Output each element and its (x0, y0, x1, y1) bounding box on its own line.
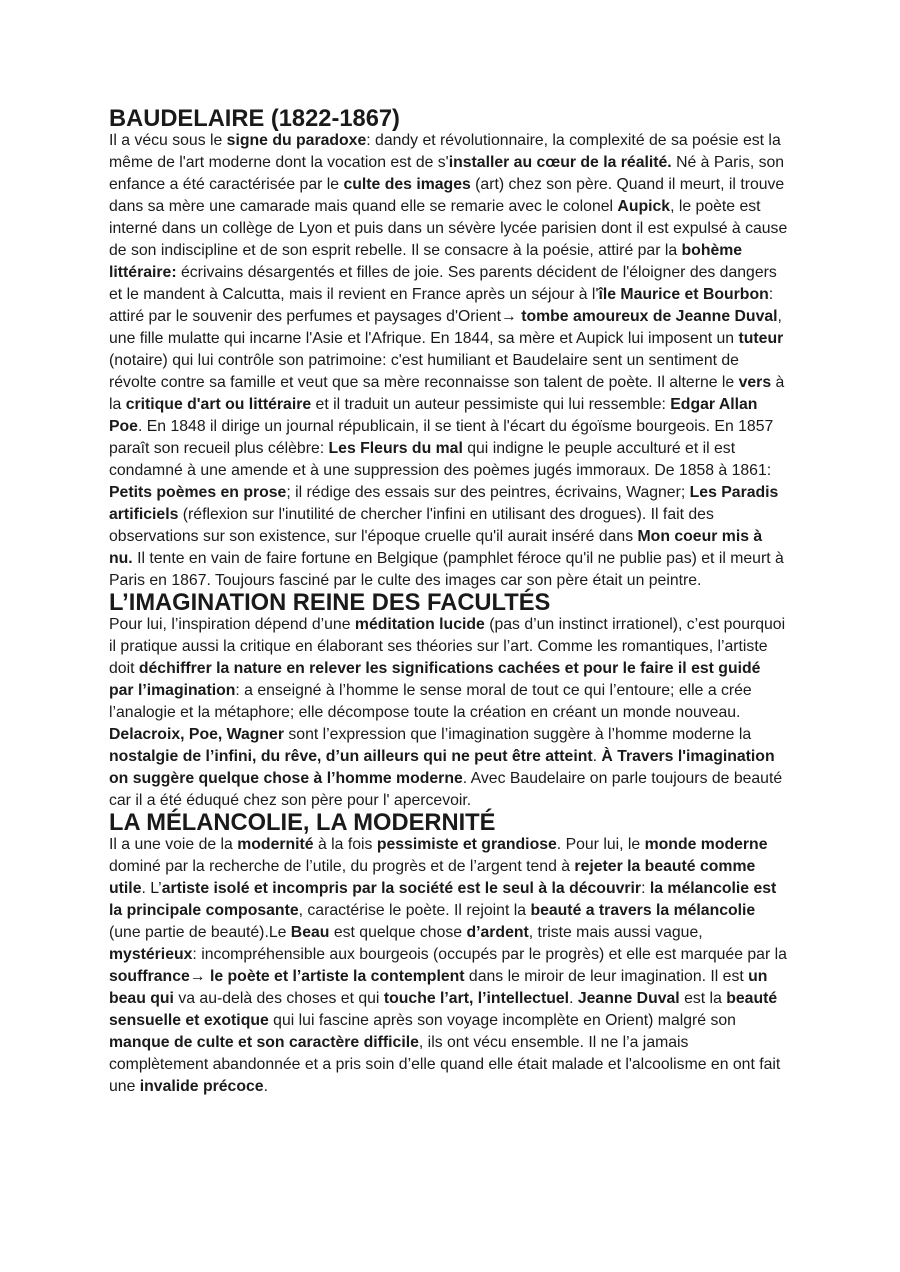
text-run: . (263, 1078, 268, 1095)
text-run: , caractérise le poète. Il rejoint la (298, 902, 531, 919)
text-run: Pour lui, l’inspiration dépend d’une (109, 616, 355, 633)
text-run: (pas d’un instinct irrationel), c’est pourquoi il pratique aussi la critique en élaborant ses théories sur l’art. Comme les romantiques, l’artiste doit (109, 616, 786, 677)
text-run: . L’ (141, 880, 162, 897)
text-run: est la (679, 990, 727, 1007)
bold-text-run: culte des images (343, 176, 471, 193)
bold-text-run: installer au cœur de la réalité. (448, 154, 672, 171)
bold-text-run: Les Fleurs du mal (328, 440, 463, 457)
section-body-baudelaire (109, 130, 788, 592)
bold-text-run: Mon coeur mis à nu. (109, 528, 763, 567)
bold-text-run: artiste isolé et incompris par la société est le seul à la découvrir (161, 880, 642, 897)
bold-text-run: modernité (237, 836, 314, 853)
bold-text-run: tuteur (738, 330, 784, 347)
bold-text-run: rejeter la beauté comme utile (109, 858, 756, 897)
text-run: , le poète est interné dans un collège de Lyon et puis dans un sévère lycée parisien dont il est expulsé à cause de son indiscipline et de son esprit rebelle. Il se consacre à la poésie, attiré par la (109, 198, 788, 259)
bold-text-run: Petits poèmes en prose (109, 484, 287, 501)
bold-text-run: la mélancolie est la principale composante (109, 880, 777, 919)
text-run: Il a une voie de la (109, 836, 238, 853)
text-run: dominé par la recherche de l’utile, du progrès et de l’argent tend à (109, 858, 575, 875)
text-run: à la (109, 374, 785, 413)
bold-text-run: mystérieux (109, 946, 193, 963)
text-run: (notaire) qui lui contrôle son patrimoine: c'est humiliant et Baudelaire sent un sentiment de révolte contre sa famille et veut que sa mère reconnaisse son talent de poète. Il alterne le (109, 352, 739, 391)
text-run: sont l’expression que l’imagination suggère à l’homme moderne la (284, 726, 752, 743)
bold-text-run: souffrance (109, 968, 190, 985)
section-heading-melancolie: LA MÉLANCOLIE, LA MODERNITÉ (109, 810, 496, 836)
text-run: : dandy et révolutionnaire, la complexité de sa poésie est la même de l'art moderne dont la vocation est de s' (109, 132, 781, 171)
bold-text-run: Les Paradis artificiels (109, 484, 779, 523)
bold-text-run: monde moderne (644, 836, 768, 853)
text-run: : attiré par le souvenir des perfumes et paysages d'Orient→ (109, 286, 774, 325)
text-run: , une fille mulatte qui incarne l'Asie et l'Afrique. En 1844, sa mère et Aupick lui imposent un (109, 308, 782, 347)
text-run: . (569, 990, 578, 1007)
text-run: . (592, 748, 602, 765)
text-run: à la fois (313, 836, 377, 853)
bold-text-run: un beau qui (109, 968, 768, 1007)
text-run: , triste mais aussi vague, (528, 924, 703, 941)
text-run: : (641, 880, 650, 897)
bold-text-run: À Travers l'imagination on suggère quelque chose à l’homme moderne (109, 748, 775, 787)
section-heading-imagination: L’IMAGINATION REINE DES FACULTÉS (109, 590, 551, 616)
bold-text-run: manque de culte et son caractère difficile (109, 1034, 419, 1051)
text-run: . En 1848 il dirige un journal républicain, il se tient à l'écart du égoïsme bourgeois. En 1857 paraît son recueil plus célèbre: (109, 418, 774, 457)
section-body-melancolie (109, 834, 788, 1098)
bold-text-run: Beau (290, 924, 330, 941)
bold-text-run: d’ardent (466, 924, 529, 941)
bold-text-run: invalide précoce (139, 1078, 264, 1095)
text-run: qui lui fascine après son voyage incomplète en Orient) malgré son (268, 1012, 736, 1029)
bold-text-run: beauté a travers la mélancolie (530, 902, 756, 919)
bold-text-run: signe du paradoxe (226, 132, 367, 149)
bold-text-run: méditation lucide (354, 616, 485, 633)
bold-text-run: Jeanne Duval (577, 990, 680, 1007)
text-run: et il traduit un auteur pessimiste qui lui ressemble: (311, 396, 671, 413)
bold-text-run: vers (738, 374, 772, 391)
text-run: Il tente en vain de faire fortune en Belgique (pamphlet féroce qu'il ne publie pas) et il meurt à Paris en 1867. Toujours fasciné par le culte des images car son père était un peintre. (109, 550, 784, 589)
text-run: , ils ont vécu ensemble. Il ne l’a jamais complètement abandonnée et a pris soin d’elle quand elle était malade et l'alcoolisme en ont fait une (109, 1034, 781, 1095)
text-run: (réflexion sur l'inutilité de chercher l'infini en utilisant des drogues). Il fait des observations sur son existence, sur l'époque cruelle qu'il aurait inséré dans (109, 506, 714, 545)
text-run: va au-delà des choses et qui (173, 990, 384, 1007)
text-run: → (189, 968, 210, 985)
bold-text-run: critique d'art ou littéraire (125, 396, 312, 413)
text-run: : incompréhensible aux bourgeois (occupés par le progrès) et elle est marquée par la (192, 946, 787, 963)
text-run: qui indigne le peuple acculturé et il est condamné à une amende et à une suppression des poèmes jugés immoraux. De 1858 à 1861: (109, 440, 772, 479)
text-run: Il a vécu sous le (109, 132, 227, 149)
bold-text-run: touche l’art, l’intellectuel (383, 990, 570, 1007)
bold-text-run: bohème littéraire: (109, 242, 743, 281)
text-run: Né à Paris, son enfance a été caractérisée par le (109, 154, 785, 193)
text-run: . Pour lui, le (556, 836, 645, 853)
text-run: ; il rédige des essais sur des peintres, écrivains, Wagner; (286, 484, 690, 501)
text-run: (une partie de beauté).Le (109, 924, 291, 941)
text-run: dans le miroir de leur imagination. Il est (464, 968, 749, 985)
bold-text-run: île Maurice et Bourbon (598, 286, 769, 303)
bold-text-run: Delacroix, Poe, Wagner (109, 726, 284, 743)
bold-text-run: Edgar Allan Poe (109, 396, 758, 435)
section-heading-baudelaire: BAUDELAIRE (1822-1867) (109, 106, 400, 132)
bold-text-run: tombe amoureux de Jeanne Duval (521, 308, 778, 325)
bold-text-run: le poète et l’artiste la contemplent (209, 968, 465, 985)
bold-text-run: déchiffrer la nature en relever les significations cachées et pour le faire il est guidé par l’imagination (109, 660, 761, 699)
bold-text-run: nostalgie de l’infini, du rêve, d’un ailleurs qui ne peut être atteint (109, 748, 593, 765)
text-run: (art) chez son père. Quand il meurt, il trouve dans sa mère une camarade mais quand elle se remarie avec le colonel (109, 176, 785, 215)
text-run: : a enseigné à l’homme le sense moral de tout ce qui l’entoure; elle a crée l’analogie et la métaphore; elle décompose toute la création en créant un monde nouveau. (109, 682, 752, 721)
text-run: . Avec Baudelaire on parle toujours de beauté car il a été éduqué chez son père pour l' apercevoir. (109, 770, 783, 809)
text-run: écrivains désargentés et filles de joie. Ses parents décident de l'éloigner des dangers et le mandent à Calcutta, mais il revient en France après un séjour à l' (109, 264, 777, 303)
bold-text-run: beauté sensuelle et exotique (109, 990, 778, 1029)
section-body-imagination (109, 614, 788, 812)
bold-text-run: pessimiste et grandiose (376, 836, 557, 853)
bold-text-run: Aupick (617, 198, 671, 215)
text-run: est quelque chose (329, 924, 467, 941)
